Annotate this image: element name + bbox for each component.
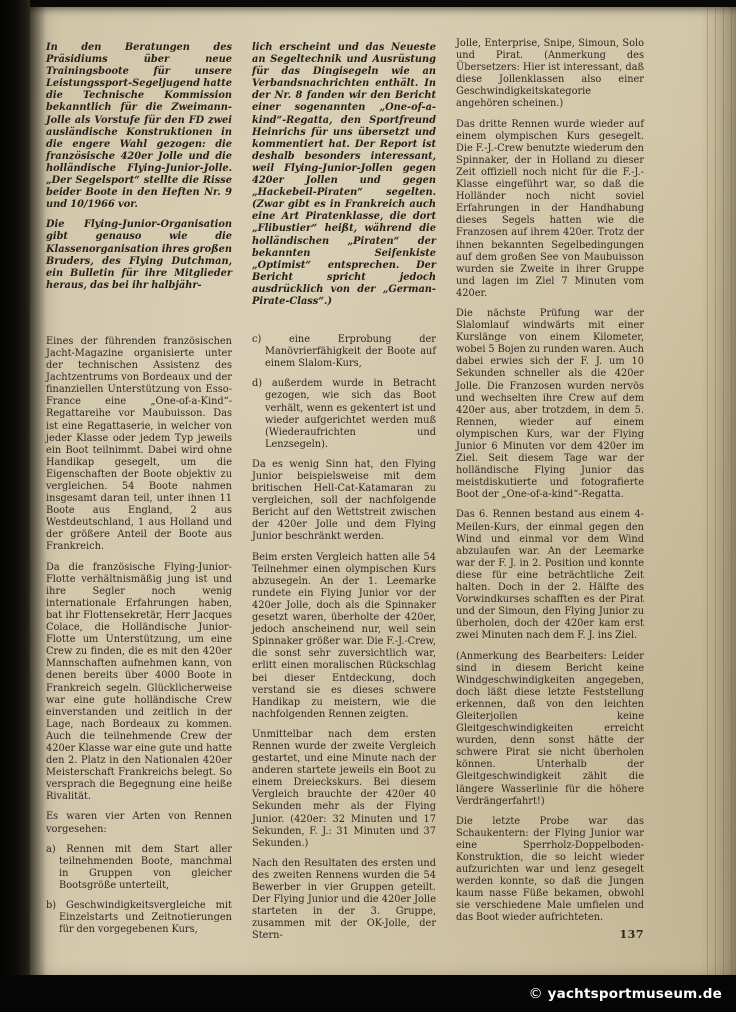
paragraph: d) außerdem wurde in Betracht gezogen, wie sich das Boot verhält, wenn es gekentert ist und wieder aufgerichtet werden muß (Wiederaufrichten und Lenzsegeln). <box>252 378 436 450</box>
paragraph: Es waren vier Arten von Rennen vorgesehen: <box>46 811 232 835</box>
paragraph: a) Rennen mit dem Start aller teilnehmenden Boote, manchmal in Gruppen von gleicher Bootsgröße unterteilt, <box>46 843 232 891</box>
paragraph: Nach den Resultaten des ersten und des zweiten Rennens wurden die 54 Bewerber in vier Gruppen geteilt. Der Flying Junior und die 420er Jolle starteten in der 3. Gruppe, zusammen mit der OK-Jolle, der Stern- <box>252 857 436 942</box>
page-edge-shadow <box>700 7 736 975</box>
paragraph: Die letzte Probe war das Schaukentern: der Flying Junior war eine Sperrholz-Doppelboden-Konstruktion, die so leicht wieder aufzurichten war und lenz gesegelt werden konnte, so daß die Jungen kaum nasse Füße bekamen, obwohl sie verschiedene Male umfielen und das Boot wieder aufrichteten. <box>456 815 644 924</box>
copyright-icon: © <box>528 985 543 1002</box>
paragraph: In den Beratungen des Präsidiums über neue Trainingsboote für unsere Leistungssport-Segeljugend hatte die Technische Kommission bekanntlich für die Zweimann-Jolle als Vorstufe für den FD zwei ausländische Konstruktionen in die engere Wahl gezogen: die französische 420er Jolle und die holländische Flying-Junior-Jolle. „Der Segelsport“ stellte die Risse beider Boote in den Heften Nr. 9 und 10/1966 vor. <box>46 42 232 211</box>
paragraph: c) eine Erprobung der Manövrierfähigkeit der Boote auf einem Slalom-Kurs, <box>252 334 436 370</box>
page-number: 137 <box>619 928 644 941</box>
paragraph: Jolle, Enterprise, Snipe, Simoun, Solo und Pirat. (Anmerkung des Übersetzers: Hier ist interessant, daß diese Jollenklassen also einer Geschwindigkeitskategorie angehören scheinen.) <box>456 38 644 110</box>
paragraph: Da die französische Flying-Junior-Flotte verhältnismäßig jung ist und ihre Segler noch wenig internationale Erfahrungen haben, bat ihr Flottensekretär, Herr Jacques Colace, die Holländische Junior-Flotte um Unterstützung, um eine Crew zu finden, die es mit den 420er Mannschaften aufnehmen kann, von denen bereits über 4000 Boote in Frankreich segeln. Glücklicherweise war eine gute holländische Crew einverstanden und zeitlich in der Lage, nach Bordeaux zu kommen. Auch die teilnehmende Crew der 420er Klasse war eine gute und hatte den 2. Platz in den Nationalen 420er Meisterschaft Frankreichs belegt. So versprach die Begegnung eine heiße Rivalität. <box>46 561 232 803</box>
text-column-left <box>46 42 232 944</box>
paragraph: Das dritte Rennen wurde wieder auf einem olympischen Kurs gesegelt. Die F.-J.-Crew benutzte wiederum den Spinnaker, der in Holland zu dieser Zeit offiziell noch nicht für die F.-J.-Klasse eingeführt war, so daß die Holländer noch nicht soviel Erfahrungen in der Handhabung dieses Segels hatten wie die Franzosen auf ihrem 420er. Trotz der ihnen bekannten Segelbedingungen auf dem großen See von Maubuisson wurden sie Zweite in ihrer Gruppe und lagen im Ziel 7 Minuten vom 420er. <box>456 118 644 299</box>
paragraph: Beim ersten Vergleich hatten alle 54 Teilnehmer einen olympischen Kurs abzusegeln. An der 1. Leemarke rundete ein Flying Junior vor der 420er Jolle, doch als die Spinnaker gesetzt waren, überholte der 420er, jedoch anscheinend nur, weil sein Spinnaker größer war. Die F.-J.-Crew, die sonst sehr zuversichtlich war, erlitt einen moralischen Rückschlag bei dieser Entdeckung, doch verstand sie es dieses schwere Handikap zu meistern, wie die nachfolgenden Rennen zeigten. <box>252 551 436 720</box>
paragraph: (Anmerkung des Bearbeiters: Leider sind in diesem Bericht keine Windgeschwindigkeiten angegeben, doch läßt diese letzte Feststellung erkennen, daß von den leichten Gleiterjollen keine Gleitgeschwindigkeiten erreicht wurden, denn sonst hätte der schwere Pirat sie nicht überholen können. Unterhalb der Gleitgeschwindigkeit zählt die längere Wasserlinie für die höhere Verdrängerfahrt!) <box>456 650 644 807</box>
paragraph: Unmittelbar nach dem ersten Rennen wurde der zweite Vergleich gestartet, und eine Minute nach der anderen startete jeweils ein Boot zu einem Dreieckskurs. Bei diesem Vergleich brauchte der 420er 40 Sekunden mehr als der Flying Junior. (420er: 32 Minuten und 17 Sekunden, F. J.: 31 Minuten und 37 Sekunden.) <box>252 728 436 849</box>
paragraph: Die nächste Prüfung war der Slalomlauf windwärts mit einer Kurslänge von einem Kilometer, wobei 5 Bojen zu runden waren. Auch dabei erwies sich der F. J. um 10 Sekunden schneller als die 420er Jolle. Die Franzosen wurden nervös und wechselten ihre Crew auf dem 420er aus, aber trotzdem, in dem 5. Rennen, wieder auf einem olympischen Kurs, war der Flying Junior 6 Minuten vor dem 420er im Ziel. Seit diesem Tage war der holländische Flying Junior das meistdiskutierte und fotografierte Boot der „One-of-a-kind“-Regatta. <box>456 307 644 501</box>
paragraph: Eines der führenden französischen Jacht-Magazine organisierte unter der technischen Assistenz des Jachtzentrums von Bordeaux und der finanziellen Unterstützung von Esso-France eine „One-of-a-Kind“-Regattareihe vor Maubuisson. Das ist eine Regattaserie, in welcher von jeder Klasse oder jedem Typ jeweils ein Boot teilnimmt. Dabei wird ohne Handikap gesegelt, um die Eigenschaften der Boote objektiv zu vergleichen. 54 Boote nahmen insgesamt daran teil, unter ihnen 11 Boote aus England, 2 aus Westdeutschland, 1 aus Holland und der größere Anteil der Boote aus Frankreich. <box>46 335 232 553</box>
paragraph: Da es wenig Sinn hat, den Flying Junior beispielsweise mit dem britischen Hell-Cat-Katamaran zu vergleichen, soll der nachfolgende Bericht auf den Wettstreit zwischen der 420er Jolle und dem Flying Junior beschränkt werden. <box>252 458 436 543</box>
watermark-text: yachtsportmuseum.de <box>547 985 722 1002</box>
paragraph: b) Geschwindigkeitsvergleiche mit Einzelstarts und Zeitnotierungen für den vorgegebenen Kurs, <box>46 900 232 936</box>
paragraph: Die Flying-Junior-Organisation gibt genauso wie die Klassenorganisation ihres großen Bruders, des Flying Dutchman, ein Bulletin für ihre Mitglieder heraus, das bei ihr halbjähr- <box>46 219 232 291</box>
text-column-middle <box>252 42 436 950</box>
paragraph: Das 6. Rennen bestand aus einem 4-Meilen-Kurs, der einmal gegen den Wind und einmal vor dem Wind abzulaufen war. An der Leemarke war der F. J. in 2. Position und konnte diese für eine beträchtliche Zeit halten. Doch in der 2. Hälfte des Vorwindkurses schafften es der Pirat und der Simoun, den Flying Junior zu überholen, doch der 420er kam erst zwei Minuten nach dem F. J. ins Ziel. <box>456 509 644 642</box>
book-binding <box>0 0 30 975</box>
magazine-page <box>30 7 736 975</box>
paragraph: lich erscheint und das Neueste an Segeltechnik und Ausrüstung für das Dingisegeln wie an Verbandsnachrichten enthält. In der Nr. 8 fanden wir den Bericht einer sogenannten „One-of-a-kind“-Regatta, den Sportfreund Heinrichs für uns übersetzt und kommentiert hat. Der Report ist deshalb besonders interessant, weil Flying-Junior-Jollen gegen 420er Jollen und gegen „Hackebeil-Piraten“ segelten. (Zwar gibt es in Frankreich auch eine Art Piratenklasse, die dort „Flibustier“ heißt, während die holländischen „Piraten“ der bekannten Seifenkiste „Optimist“ entsprechen. Der Bericht spricht jedoch ausdrücklich von der „German-Pirate-Class“.) <box>252 42 436 307</box>
text-column-right <box>456 38 644 933</box>
watermark-bar <box>0 975 736 1012</box>
